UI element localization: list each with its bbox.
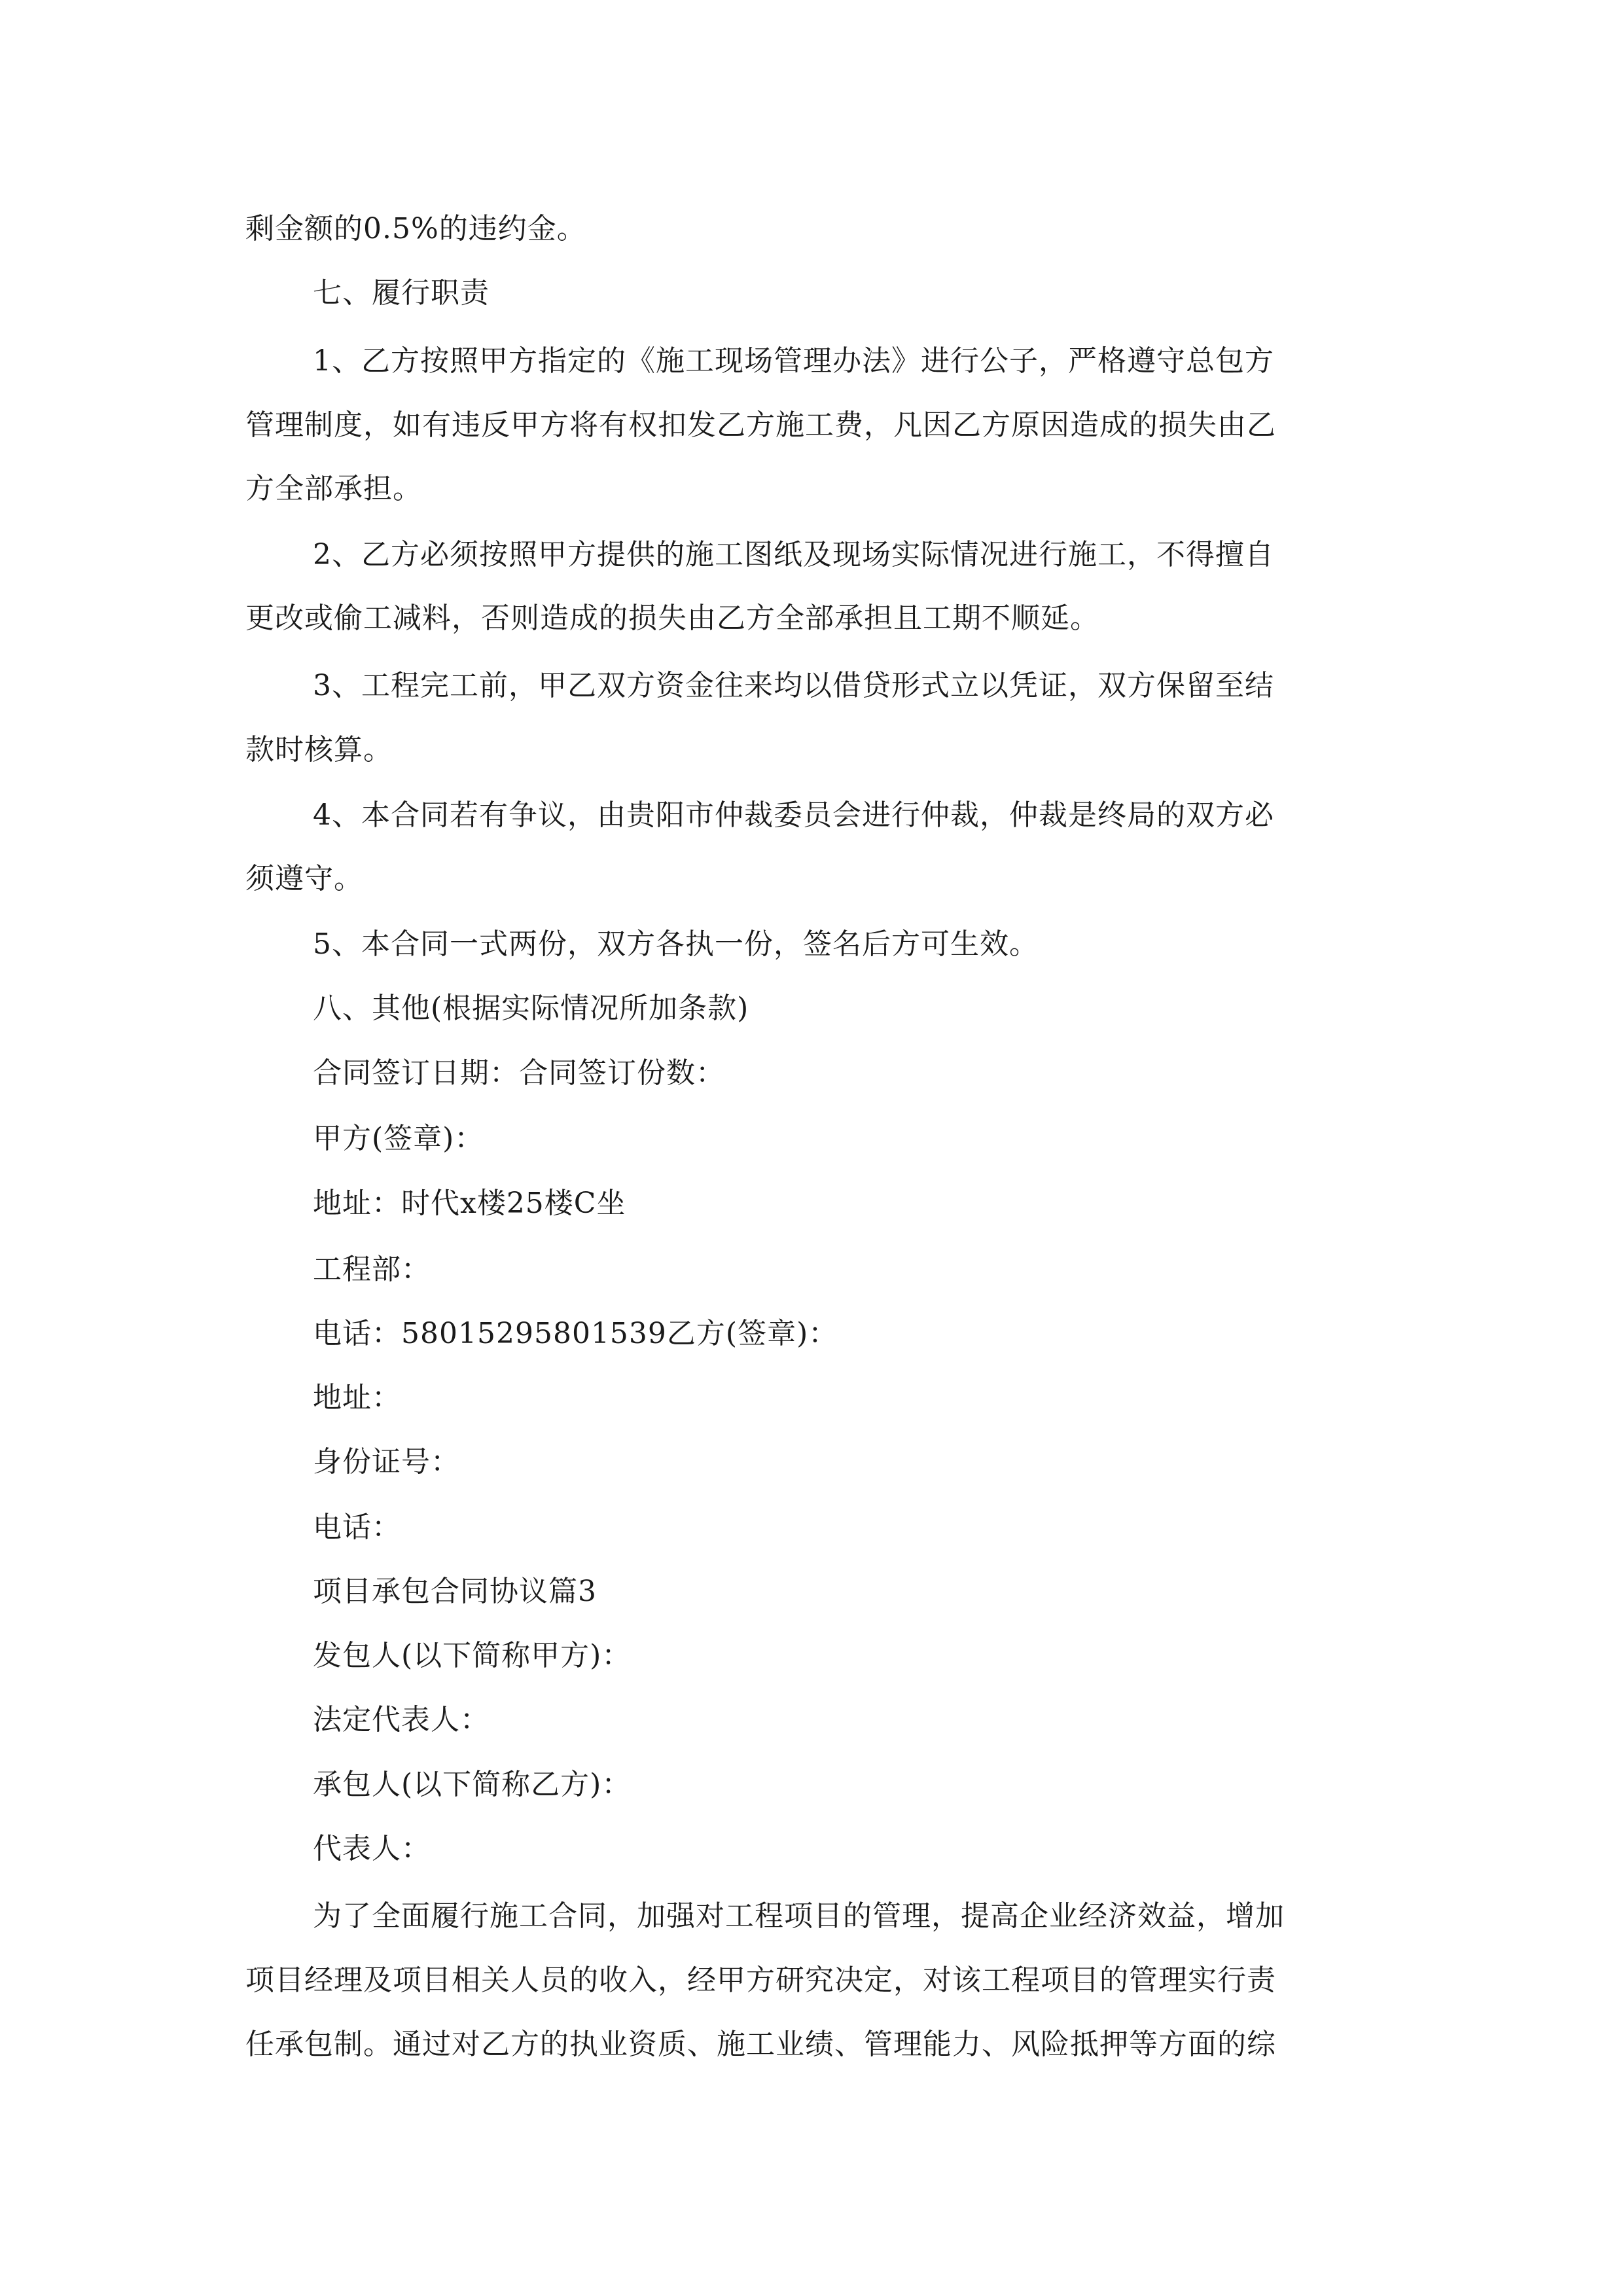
text-line: 剩金额的0.5%的违约金。 <box>245 212 586 245</box>
section-heading: 八、其他(根据实际情况所加条款) <box>313 992 749 1025</box>
section-heading: 七、履行职责 <box>313 276 490 310</box>
text-line: 1、乙方按照甲方指定的《施工现场管理办法》进行公子，严格遵守总包方 <box>313 344 1274 378</box>
text-line: 为了全面履行施工合同，加强对工程项目的管理，提高企业经济效益，增加 <box>313 1899 1285 1933</box>
text-line: 工程部： <box>313 1253 431 1286</box>
text-line: 任承包制。通过对乙方的执业资质、施工业绩、管理能力、风险抵押等方面的综 <box>245 2028 1276 2061</box>
text-line: 须遵守。 <box>245 862 363 895</box>
text-line: 地址：时代x楼25楼C坐 <box>313 1187 626 1220</box>
text-line: 身份证号： <box>313 1445 460 1479</box>
text-line: 更改或偷工减料，否则造成的损失由乙方全部承担且工期不顺延。 <box>245 601 1099 635</box>
text-line: 项目经理及项目相关人员的收入，经甲方研究决定，对该工程项目的管理实行责 <box>245 1964 1276 1997</box>
text-line: 款时核算。 <box>245 733 393 766</box>
text-line: 法定代表人： <box>313 1703 490 1736</box>
text-line: 发包人(以下简称甲方)： <box>313 1639 632 1672</box>
text-line: 合同签订日期：合同签订份数： <box>313 1056 725 1090</box>
text-line: 2、乙方必须按照甲方提供的施工图纸及现场实际情况进行施工，不得擅自 <box>313 538 1274 571</box>
text-line: 地址： <box>313 1381 401 1414</box>
section-heading: 项目承包合同协议篇3 <box>313 1575 597 1608</box>
text-line: 承包人(以下简称乙方)： <box>313 1768 632 1801</box>
text-line: 3、工程完工前，甲乙双方资金往来均以借贷形式立以凭证，双方保留至结 <box>313 669 1274 702</box>
text-line: 电话：58015295801539乙方(签章)： <box>313 1317 838 1350</box>
text-line: 甲方(签章)： <box>313 1122 484 1155</box>
text-line: 方全部承担。 <box>245 472 422 505</box>
text-line: 电话： <box>313 1511 401 1544</box>
text-line: 5、本合同一式两份，双方各执一份，签名后方可生效。 <box>313 927 1039 961</box>
text-line: 管理制度，如有违反甲方将有权扣发乙方施工费，凡因乙方原因造成的损失由乙 <box>245 408 1276 442</box>
text-line: 代表人： <box>313 1832 431 1865</box>
text-line: 4、本合同若有争议，由贵阳市仲裁委员会进行仲裁，仲裁是终局的双方必 <box>313 798 1274 832</box>
